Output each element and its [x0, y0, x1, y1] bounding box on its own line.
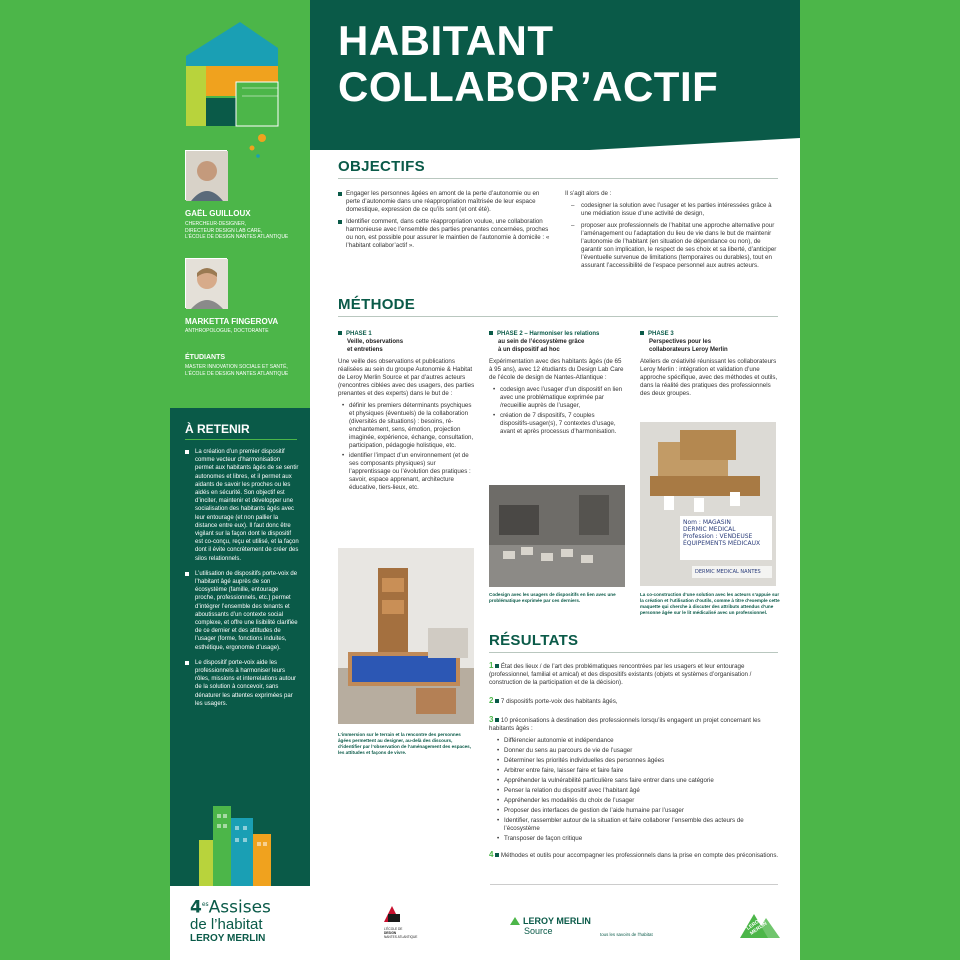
person-1-role-line: DIRECTEUR DESIGN LAB CARE, — [185, 227, 263, 234]
bedroom-photo — [338, 548, 474, 724]
phase-1-item-text: définir les premiers déterminants psychiques et physiques (éventuels) de la collaboration (diversités de situations) : besoins, ré-enchantement, sens, émotion, projection imaginée, expérience, échange, consultation, participation, pédagogie holistique, etc. — [349, 402, 474, 449]
dot-marker: • — [342, 402, 345, 409]
phase-1-item — [342, 402, 478, 450]
ecole-design-logo — [384, 906, 418, 939]
dot-marker: • — [497, 797, 500, 804]
person-1-name: GAËL GUILLOUX — [185, 209, 251, 218]
result-3-item-text: Transposer de façon critique — [504, 835, 583, 842]
result-1 — [489, 662, 779, 687]
page-title — [338, 18, 778, 110]
assises-line3: LEROY MERLIN — [190, 932, 266, 944]
left-green-margin — [0, 0, 170, 960]
dot-marker: • — [497, 737, 500, 744]
result-1-text: État des lieux / de l’art des problématiques rencontrées par les usagers et leur entourage (professionnel, familial et amical) et des dispositifs existants (objets et systèmes d’organisation / construction de la participation et de la décision). — [489, 663, 752, 686]
house-logo-icon — [182, 18, 282, 128]
retenir-item — [185, 448, 300, 563]
assises-line2: de l’habitat — [190, 915, 263, 933]
phase-2-caption: Codesign avec les usagers de dispositifs en lien avec une problématique exprimée par ces derniers. — [489, 592, 616, 603]
objectifs-dash-item — [571, 202, 777, 218]
phase-2-title-line: à un dispositif ad hoc — [498, 347, 560, 353]
phase-1 — [338, 330, 478, 494]
phase-1-body — [338, 358, 478, 492]
lms-tagline: tous les savoirs de l’habitat — [600, 932, 653, 937]
phase-1-item-text: identifier l’impact d’un environnement (et de ses composants physiques) sur l’apprentissage ou l’évolution des pratiques : savoir, espace apprenant, architecture éducative, tiers-lieux, etc. — [349, 452, 471, 491]
result-3 — [489, 716, 779, 733]
lms-line2: Source — [524, 926, 553, 936]
person-1-role — [185, 221, 305, 241]
objectifs-item — [338, 218, 553, 250]
phase-3-title-line: Perspectives pour les — [649, 339, 712, 345]
result-3-item-text: Appréhender les modalités du choix de l’usager — [504, 797, 635, 804]
objectifs-item — [338, 190, 553, 214]
dash-marker: – — [571, 222, 575, 229]
bullet-square-icon — [185, 572, 189, 576]
card-line: Profession : VENDEUSE — [683, 533, 753, 540]
students-role-line: L’ÉCOLE DE DESIGN NANTES ATLANTIQUE — [185, 370, 289, 377]
methode-rule — [338, 316, 778, 317]
card-line: DERMIC MEDICAL — [683, 526, 736, 533]
dot-marker: • — [497, 777, 500, 784]
lms-line1: LEROY MERLIN — [523, 916, 591, 926]
phase-2-title-line: au sein de l’écosystème grâce — [498, 339, 585, 345]
bullet-square-icon — [495, 699, 499, 703]
dot-marker: • — [493, 386, 496, 393]
phase-1-item — [342, 452, 478, 492]
dot-marker: • — [497, 807, 500, 814]
leroy-merlin-source-logo — [510, 916, 591, 936]
person-2-role-line: ANTHROPOLOGUE, DOCTORANTE — [185, 328, 269, 334]
objectifs-right — [565, 190, 777, 274]
result-3-item — [497, 817, 779, 833]
bullet-square-icon — [185, 661, 189, 665]
bullet-square-icon — [338, 331, 342, 335]
dot-marker: • — [342, 452, 345, 459]
objectifs-intro: Il s’agit alors de : — [565, 190, 612, 197]
result-3-item-text: Différencier autonomie et indépendance — [504, 737, 614, 744]
phase-2 — [489, 330, 625, 438]
card-line: Nom : MAGASIN — [683, 519, 731, 526]
retenir-rule — [185, 439, 297, 440]
assises-ordinal: 4 — [190, 897, 202, 918]
phase-3-title-line: collaborateurs Leroy Merlin — [649, 347, 728, 353]
name-card — [680, 516, 772, 560]
retenir-item-text: La création d’un premier dispositif comme vecteur d’harmonisation permet aux habitants âgés de se sentir autonomes et libres, et il permet aux aidants de savoir les proches ou les aidés en sécurité. Son objectif est d’inciter, maintenir et développer une socialisation des habitants âgés avec leur entourage (et non pallier la distance entre eux). Il faut donc être vigilant sur la façon dont le dispositif est co-conçu, reçu et utilisé, et la façon dont il évite concrètement de créer des silos relationnels. — [195, 449, 299, 562]
result-3-item-text: Appréhender la vulnérabilité particulière sans faire entrer dans une catégorie — [504, 777, 714, 784]
result-2-num: 2 — [489, 696, 494, 705]
result-4 — [489, 851, 779, 860]
objectifs-dash-text: proposer aux professionnels de l’habitat une approche alternative pour l’aménagement ou l’adaptation du lieu de vie dans le but de maintenir l’autonomie de l’habitant (en situation de dépendance ou non), de garantir son implication, le respect de ses choix et sa liberté, d’anticiper l’éventuelle survenue de limitations (temporaires ou durables), tout en assurant l’accessibilité de l’espace personnel aux autres acteurs. — [581, 222, 777, 269]
phase-3-caption: La co-construction d’une solution avec les acteurs s’appuie sur la création et l’utilisation d’outils, comme à titre d’exemple cette maquette qui cherche à discuter des attributs attendus d’une personne âgée sur le lit médicalisé avec un professionnel. — [640, 592, 780, 615]
bullet-square-icon — [185, 450, 189, 454]
students-label: ÉTUDIANTS — [185, 354, 226, 361]
ecole-line: DESIGN — [384, 931, 397, 935]
codesign-photo — [489, 485, 625, 587]
lm-triangle-icon — [510, 917, 520, 925]
resultats-rule — [489, 652, 778, 653]
assises-sup: es — [201, 901, 209, 908]
phase-1-label: PHASE 1 — [346, 331, 372, 337]
bullet-square-icon — [489, 331, 493, 335]
objectifs-item-text: Engager les personnes âgées en amont de la perte d’autonomie ou en perte d’autonomie dans une réappropriation maîtrisée de leur espace domestique, expression de ce qu’ils sont (et ont été). — [346, 190, 540, 213]
phase-2-item-text: création de 7 dispositifs, 7 couples dispositifs-usager(s), 7 contextes d’usage, avant et après processus d’harmonisation. — [500, 412, 617, 435]
result-3-item — [497, 757, 779, 765]
result-3-item — [497, 777, 779, 785]
person-1-role-line: L’ÉCOLE DE DESIGN NANTES ATLANTIQUE — [185, 234, 289, 240]
ecole-design-mark-icon — [384, 906, 400, 922]
ecole-line: NANTES ATLANTIQUE — [384, 935, 418, 939]
resultats-heading: RÉSULTATS — [489, 632, 579, 649]
person-2-role — [185, 328, 305, 335]
dot-marker: • — [497, 757, 500, 764]
person-2-name: MARKETTA FINGEROVA — [185, 317, 279, 326]
result-3-item — [497, 747, 779, 755]
objectifs-rule — [338, 178, 778, 179]
avatar-gael — [185, 150, 227, 200]
maquette-illustration — [640, 422, 776, 586]
result-3-item — [497, 737, 779, 745]
methode-heading: MÉTHODE — [338, 296, 416, 313]
phase-3-heading — [640, 330, 780, 354]
retenir-heading: À RETENIR — [185, 422, 250, 436]
bullet-square-icon — [640, 331, 644, 335]
bullet-square-icon — [495, 718, 499, 722]
assises-word: Assises — [208, 897, 271, 918]
footer-rule — [490, 884, 778, 885]
result-3-item — [497, 787, 779, 795]
retenir-list — [185, 448, 300, 715]
retenir-item — [185, 570, 300, 652]
result-3-num: 3 — [489, 715, 494, 724]
phase-3-text: Ateliers de créativité réunissant les collaborateurs Leroy Merlin : intégration et validation d’une approche spécifique, avec des méthodes et outils, dans la réalité des pratiques des professionnels des deux groupes. — [640, 358, 778, 397]
phase-1-text: Une veille des observations et publications réalisées au sein du groupe Autonomie & Habitat de Leroy Merlin Source et par d’autres acteurs (rencontres ciblées avec des usagers, des parties prenantes et des experts) dans le but de : — [338, 358, 475, 397]
objectifs-heading: OBJECTIFS — [338, 158, 425, 175]
maquette-photo — [640, 422, 776, 586]
phase-2-label: PHASE 2 – Harmoniser les relations — [497, 331, 600, 337]
students-role — [185, 364, 305, 377]
phase-3-label: PHASE 3 — [648, 331, 674, 337]
resultats-body — [489, 662, 779, 864]
result-3-item — [497, 807, 779, 815]
dot-marker: • — [497, 835, 500, 842]
phase-2-item — [493, 412, 625, 436]
retenir-item — [185, 659, 300, 708]
result-1-num: 1 — [489, 661, 494, 670]
ecole-line: L’ÉCOLE DE — [384, 927, 403, 931]
bullet-square-icon — [495, 853, 499, 857]
result-3-item-text: Proposer des interfaces de gestion de l’aide humaine par l’usager — [504, 807, 684, 814]
dot-marker: • — [497, 747, 500, 754]
phase-1-caption: L’immersion sur le terrain et la rencontre des personnes âgées permettent au designer, au-delà des discours, d’identifier par l’observation de l’aménagement des espaces, les attitudes et façons de vivre. — [338, 732, 472, 755]
phase-2-item-text: codesign avec l’usager d’un dispositif en lien avec une problématique exprimée par /recueillie auprès de l’usager, — [500, 386, 623, 409]
bullet-square-icon — [495, 664, 499, 668]
phase-2-heading — [489, 330, 625, 354]
objectifs-list — [338, 190, 553, 254]
dots-decoration-icon — [238, 130, 278, 160]
dot-marker: • — [497, 787, 500, 794]
objectifs-dash-item — [571, 222, 777, 270]
result-3-item-text: Déterminer les priorités individuelles des personnes âgées — [504, 757, 665, 764]
phase-2-item — [493, 386, 625, 410]
dash-marker: – — [571, 202, 575, 209]
dot-marker: • — [497, 767, 500, 774]
result-3-item — [497, 797, 779, 805]
name-card-bottom: DERMIC MEDICAL NANTES — [692, 566, 772, 578]
result-2 — [489, 697, 779, 706]
dot-marker: • — [497, 817, 500, 824]
result-3-text: 10 préconisations à destination des professionnels lorsqu’ils engagent un projet concernant les habitants âgés : — [489, 717, 761, 732]
lm-logo-text: LEROY MERLIN — [745, 917, 769, 937]
retenir-item-text: Le dispositif porte-voix aide les professionnels à harmoniser leurs rôles, missions et interrelations autour de la solution à concevoir, sans dénaturer les attentes exprimées par les usagers. — [195, 659, 297, 707]
result-4-num: 4 — [489, 850, 494, 859]
objectifs-item-text: Identifier comment, dans cette réappropriation voulue, une collaboration harmonieuse avec l’ensemble des parties prenantes concernées, proches ou non, est possible pour assurer le maintien de l’autonomie à domicile : « l’habitant collabor’actif ». — [346, 218, 550, 249]
bullet-square-icon — [338, 192, 342, 196]
phase-2-text: Expérimentation avec des habitants âgés (de 65 à 95 ans), avec 12 étudiants du Design Lab Care de l’école de design de Nantes-Atlantique : — [489, 358, 624, 381]
phase-1-heading — [338, 330, 478, 354]
assises-logo — [190, 896, 300, 945]
students-role-line: MASTER INNOVATION SOCIALE ET SANTÉ, — [185, 364, 288, 370]
title-line-1: HABITANT — [338, 17, 554, 64]
person-1-role-line: CHERCHEUR-DESIGNER, — [185, 221, 247, 227]
phase-1-title-line: Veille, observations — [347, 339, 404, 345]
bullet-square-icon — [338, 220, 342, 224]
phase-2-body — [489, 358, 625, 436]
avatar-marketta — [185, 258, 227, 308]
title-line-2: COLLABOR’ACTIF — [338, 63, 719, 110]
retenir-item-text: L’utilisation de dispositifs porte-voix de l’habitant âgé auprès de son écosystème (famille, entourage proche, professionnels, etc.) permet d’intégrer l’ensemble des tenants et aboutissants d’un contexte social complexe, et offre une lisibilité clarifiée de ce dernier et des attitudes de l’usager (forme, fonctions induites, esthétique, ergonomie d’usage). — [195, 570, 298, 651]
dot-marker: • — [493, 412, 496, 419]
result-3-item-text: Arbitrer entre faire, laisser faire et faire faire — [504, 767, 624, 774]
result-3-list — [497, 737, 779, 843]
result-2-text: 7 dispositifs porte-voix des habitants âgés, — [500, 698, 618, 705]
result-3-item-text: Donner du sens au parcours de vie de l’usager — [504, 747, 633, 754]
result-3-item — [497, 767, 779, 775]
objectifs-dash-text: codesigner la solution avec l’usager et les parties intéressées grâce à une médiation issue d’une activité de design, — [581, 202, 772, 217]
phase-3 — [640, 330, 780, 402]
phase-3-body — [640, 358, 780, 398]
phase-1-title-line: et entretiens — [347, 347, 383, 353]
leroy-merlin-logo — [740, 908, 780, 938]
result-3-item-text: Penser la relation du dispositif avec l’habitant âgé — [504, 787, 640, 794]
right-green-margin — [800, 0, 960, 960]
buildings-illustration-icon — [195, 800, 275, 886]
result-3-item-text: Identifier, rassembler autour de la situation et faire collaborer l’ensemble des acteurs de l’écosystème — [504, 817, 744, 832]
result-3-item — [497, 835, 779, 843]
card-line: ÉQUIPEMENTS MÉDICAUX — [683, 540, 761, 547]
result-4-text: Méthodes et outils pour accompagner les professionnels dans la prise en compte des préconisations. — [500, 852, 779, 859]
